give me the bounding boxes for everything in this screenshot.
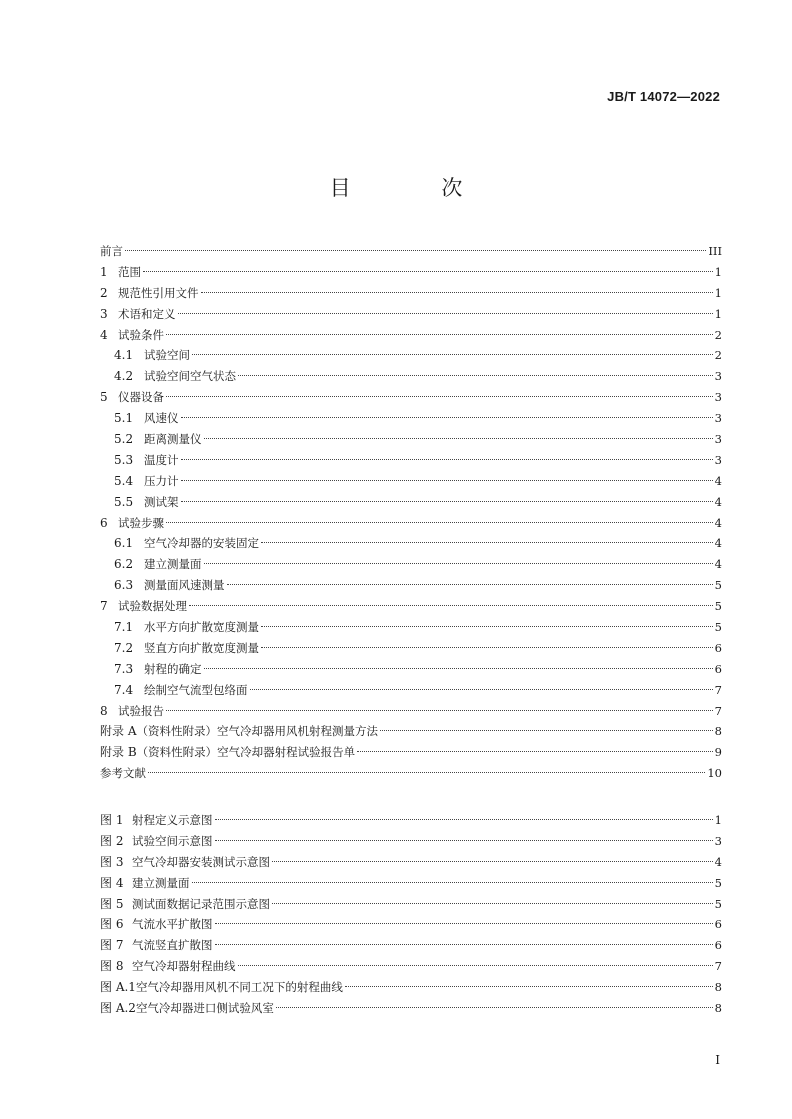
- toc-entry-page: 3: [714, 432, 722, 447]
- toc-entry[interactable]: [100, 977, 722, 998]
- toc-entry[interactable]: [100, 345, 722, 366]
- toc-entry-number: 1: [100, 264, 108, 279]
- toc-entry-title: 参考文献: [100, 766, 146, 781]
- toc-entry-page: 4: [714, 557, 722, 572]
- toc-entry-title: 空气冷却器的安装固定: [144, 536, 259, 551]
- toc-entry-page: 8: [714, 724, 722, 739]
- toc-entry-page: 5: [714, 620, 722, 635]
- toc-entry-page: 2: [714, 348, 722, 363]
- toc-entry-title: 术语和定义: [118, 306, 176, 321]
- toc-entry[interactable]: [100, 325, 722, 346]
- toc-entry-page: 4: [714, 473, 722, 488]
- toc-entry-number: 图 5: [100, 896, 124, 911]
- toc-entry-title: 试验空间示意图: [132, 833, 213, 848]
- toc-entry-number: 2: [100, 285, 108, 300]
- toc-entry-title: 前言: [100, 244, 123, 258]
- toc-entry-page: 4: [714, 854, 722, 869]
- toc-entry-title: 距离测量仪: [144, 432, 202, 447]
- dot-leader: [181, 501, 713, 502]
- toc-entry-page: 1: [714, 306, 722, 321]
- dot-leader: [125, 250, 706, 251]
- toc-entry[interactable]: [100, 283, 722, 304]
- toc-entry[interactable]: [100, 387, 722, 408]
- toc-entry-title: 空气冷却器用风机不同工况下的射程曲线: [135, 980, 343, 995]
- toc-entry-page: 6: [714, 640, 722, 655]
- toc-entry-number: 5.1: [114, 411, 134, 426]
- toc-entry[interactable]: [100, 831, 722, 852]
- dot-leader: [238, 375, 713, 376]
- toc-entry-page: 3: [714, 411, 722, 426]
- toc-entry-number: 5.4: [114, 473, 134, 488]
- toc-entry[interactable]: [100, 763, 722, 784]
- dot-leader: [166, 522, 713, 523]
- toc-entry-number: 图 6: [100, 917, 124, 932]
- toc-entry-page: 5: [714, 875, 722, 890]
- toc-entry-title: 仪器设备: [118, 390, 164, 405]
- toc-entry[interactable]: [100, 533, 722, 554]
- toc-entry-title: 试验条件: [118, 327, 164, 342]
- toc-entry[interactable]: [100, 873, 722, 894]
- toc-entry-page: 3: [714, 833, 722, 848]
- toc-entry-number: 附录 A: [100, 724, 137, 739]
- toc-entry-title: 试验空间空气状态: [144, 369, 236, 384]
- toc-entry-number: 4.1: [114, 348, 134, 363]
- toc-entry-title: 绘制空气流型包络面: [144, 682, 248, 697]
- list-of-figures: [100, 810, 722, 1019]
- dot-leader: [192, 882, 713, 883]
- dot-leader: [345, 986, 713, 987]
- toc-entry-title: 建立测量面: [144, 557, 202, 572]
- toc-entry[interactable]: [100, 241, 722, 262]
- toc-entry[interactable]: [100, 998, 722, 1019]
- toc-entry-title: 试验数据处理: [118, 599, 187, 614]
- toc-entry-title: 水平方向扩散宽度测量: [144, 620, 259, 635]
- dot-leader: [380, 730, 713, 731]
- toc-entry-number: 5.2: [114, 432, 134, 447]
- toc-entry-title: 测量面风速测量: [144, 578, 225, 593]
- toc-entry-title: 气流竖直扩散图: [132, 938, 213, 953]
- toc-entry-title: （资料性附录）空气冷却器用风机射程测量方法: [136, 724, 378, 739]
- toc-entry-number: 图 8: [100, 959, 124, 974]
- toc-entry-number: 6: [100, 515, 108, 530]
- dot-leader: [204, 438, 713, 439]
- dot-leader: [189, 605, 713, 606]
- toc-entry-number: 6.1: [114, 536, 134, 551]
- dot-leader: [166, 334, 713, 335]
- dot-leader: [181, 459, 713, 460]
- toc-entry-number: 图 7: [100, 938, 124, 953]
- toc-entry[interactable]: [100, 852, 722, 873]
- toc-entry-number: 6.2: [114, 557, 134, 572]
- dot-leader: [272, 861, 713, 862]
- toc-entry[interactable]: [100, 742, 722, 763]
- toc-entry-page: 6: [714, 917, 722, 932]
- toc-entry-number: 5: [100, 390, 108, 405]
- toc-entry-page: 10: [707, 766, 722, 781]
- dot-leader: [166, 710, 713, 711]
- toc-entry-page: 8: [714, 980, 722, 995]
- toc-entry-number: 4: [100, 327, 108, 342]
- dot-leader: [261, 626, 713, 627]
- toc-entry[interactable]: [100, 513, 722, 534]
- toc-entry-title: 空气冷却器进口侧试验风室: [135, 1001, 274, 1016]
- dot-leader: [227, 584, 713, 585]
- toc-entry-page: 5: [714, 578, 722, 593]
- dot-leader: [143, 271, 713, 272]
- toc-entry-page: 3: [714, 390, 722, 405]
- toc-entry-number: 5.5: [114, 494, 134, 509]
- standard-code: JB/T 14072—2022: [607, 89, 720, 104]
- table-of-contents: [100, 241, 722, 784]
- toc-entry-number: 8: [100, 703, 108, 718]
- toc-entry-title: 试验报告: [118, 703, 164, 718]
- dot-leader: [192, 354, 713, 355]
- toc-entry[interactable]: [100, 366, 722, 387]
- toc-entry[interactable]: [100, 450, 722, 471]
- toc-entry-title: 压力计: [144, 473, 179, 488]
- toc-entry-page: 7: [714, 682, 722, 697]
- toc-entry[interactable]: [100, 617, 722, 638]
- toc-entry[interactable]: [100, 638, 722, 659]
- toc-entry-title: 测试架: [144, 494, 179, 509]
- toc-entry-page: 5: [714, 896, 722, 911]
- dot-leader: [238, 965, 713, 966]
- toc-entry-number: 6.3: [114, 578, 134, 593]
- toc-entry-page: 7: [714, 959, 722, 974]
- toc-entry[interactable]: [100, 492, 722, 513]
- toc-entry-title: 建立测量面: [132, 875, 190, 890]
- dot-leader: [166, 396, 713, 397]
- toc-entry-page: 4: [714, 515, 722, 530]
- dot-leader: [215, 840, 713, 841]
- toc-entry-title: 测试面数据记录范围示意图: [132, 896, 270, 911]
- toc-entry-title: 温度计: [144, 452, 179, 467]
- dot-leader: [261, 542, 713, 543]
- toc-entry-page: 4: [714, 536, 722, 551]
- footer-page-number: I: [715, 1053, 720, 1067]
- toc-entry-title: 空气冷却器安装测试示意图: [132, 854, 270, 869]
- page-title: 目 次: [329, 176, 505, 200]
- toc-entry[interactable]: [100, 304, 722, 325]
- toc-entry-number: 7.4: [114, 682, 134, 697]
- toc-entry-page: 3: [714, 369, 722, 384]
- toc-entry-number: 5.3: [114, 452, 134, 467]
- toc-entry-title: 试验步骤: [118, 515, 164, 530]
- toc-entry-page: 2: [714, 327, 722, 342]
- toc-entry-title: 风速仪: [144, 411, 179, 426]
- toc-entry[interactable]: [100, 935, 722, 956]
- toc-entry-number: 4.2: [114, 369, 134, 384]
- dot-leader: [357, 751, 713, 752]
- toc-entry-title: （资料性附录）空气冷却器射程试验报告单: [136, 745, 356, 760]
- toc-entry[interactable]: [100, 408, 722, 429]
- toc-entry-page: 4: [714, 494, 722, 509]
- toc-entry-title: 竖直方向扩散宽度测量: [144, 640, 259, 655]
- toc-entry[interactable]: [100, 262, 722, 283]
- toc-entry[interactable]: [100, 596, 722, 617]
- toc-entry[interactable]: [100, 721, 722, 742]
- toc-entry[interactable]: [100, 429, 722, 450]
- toc-entry-number: 7: [100, 599, 108, 614]
- toc-entry[interactable]: [100, 914, 722, 935]
- toc-entry-number: 图 A.1: [100, 980, 136, 995]
- toc-entry-page: 6: [714, 661, 722, 676]
- toc-entry-number: 3: [100, 306, 108, 321]
- dot-leader: [215, 819, 713, 820]
- toc-entry-title: 规范性引用文件: [118, 285, 199, 300]
- dot-leader: [215, 944, 713, 945]
- dot-leader: [201, 292, 713, 293]
- dot-leader: [181, 480, 713, 481]
- toc-entry[interactable]: [100, 894, 722, 915]
- toc-entry[interactable]: [100, 701, 722, 722]
- toc-entry-number: 7.1: [114, 620, 134, 635]
- toc-entry-title: 射程的确定: [144, 661, 202, 676]
- toc-entry-number: 图 3: [100, 854, 124, 869]
- toc-entry-page: 1: [714, 813, 722, 827]
- dot-leader: [272, 903, 713, 904]
- toc-entry-page: 3: [714, 452, 722, 467]
- toc-entry-number: 7.3: [114, 661, 134, 676]
- toc-entry[interactable]: [100, 810, 722, 831]
- toc-entry-page: 8: [714, 1001, 722, 1016]
- toc-entry-number: 7.2: [114, 640, 134, 655]
- toc-entry[interactable]: [100, 659, 722, 680]
- dot-leader: [204, 668, 713, 669]
- toc-entry-title: 气流水平扩散图: [132, 917, 213, 932]
- toc-entry-number: 附录 B: [100, 745, 137, 760]
- dot-leader: [276, 1007, 713, 1008]
- toc-entry-page: III: [708, 244, 722, 258]
- toc-entry[interactable]: [100, 575, 722, 596]
- toc-entry-page: 5: [714, 599, 722, 614]
- dot-leader: [204, 563, 713, 564]
- dot-leader: [178, 313, 713, 314]
- toc-entry-number: 图 A.2: [100, 1001, 136, 1016]
- toc-entry-page: 9: [714, 745, 722, 760]
- dot-leader: [250, 689, 713, 690]
- toc-entry-number: 图 4: [100, 875, 124, 890]
- toc-entry-title: 射程定义示意图: [132, 813, 213, 827]
- dot-leader: [181, 417, 713, 418]
- toc-entry-title: 范围: [118, 264, 141, 279]
- toc-entry-title: 试验空间: [144, 348, 190, 363]
- toc-entry[interactable]: [100, 471, 722, 492]
- dot-leader: [148, 772, 705, 773]
- toc-entry-page: 7: [714, 703, 722, 718]
- toc-entry-title: 空气冷却器射程曲线: [132, 959, 236, 974]
- toc-entry-page: 1: [714, 285, 722, 300]
- toc-entry[interactable]: [100, 956, 722, 977]
- toc-entry-page: 6: [714, 938, 722, 953]
- toc-entry-number: 图 2: [100, 833, 124, 848]
- dot-leader: [261, 647, 713, 648]
- toc-entry[interactable]: [100, 554, 722, 575]
- toc-entry[interactable]: [100, 680, 722, 701]
- dot-leader: [215, 923, 713, 924]
- toc-entry-page: 1: [714, 264, 722, 279]
- toc-entry-number: 图 1: [100, 813, 124, 827]
